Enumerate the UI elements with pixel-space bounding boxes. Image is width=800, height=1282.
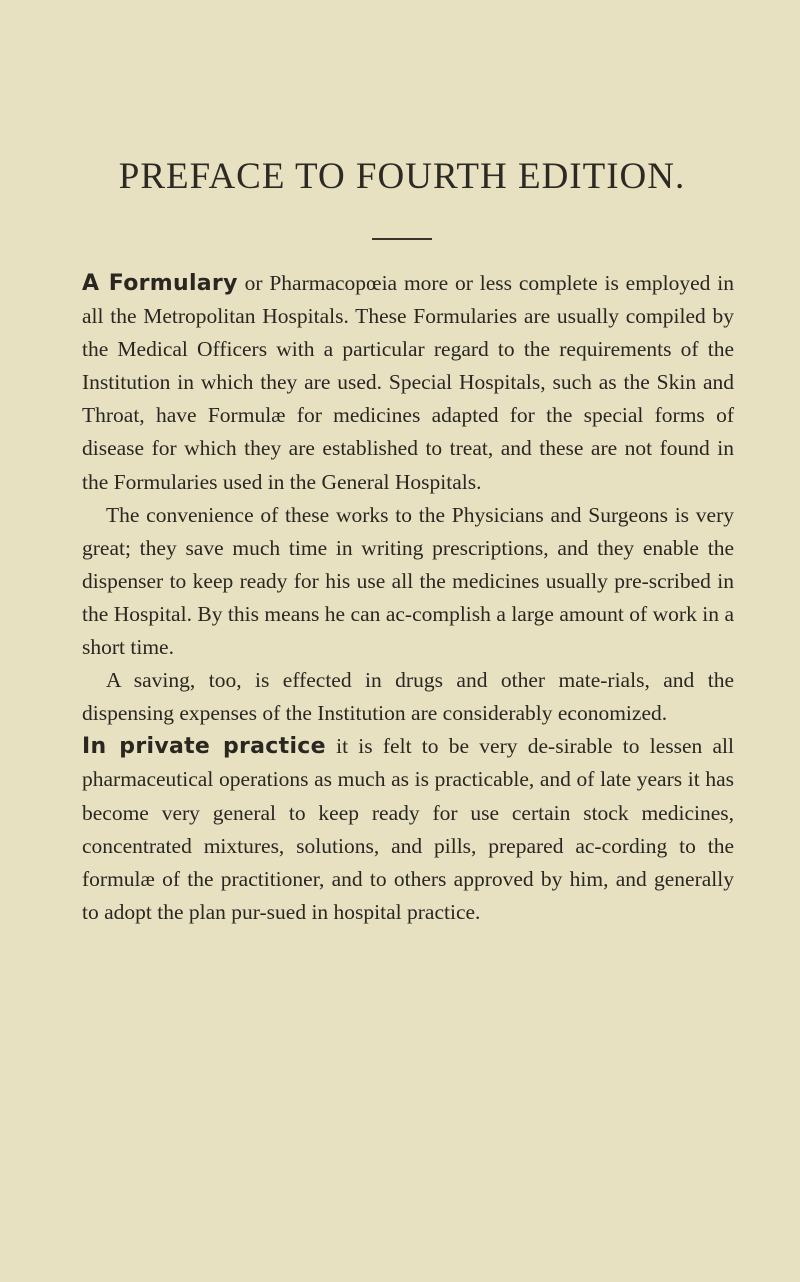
paragraph-2 [82,499,734,664]
paragraph-lead: A Formulary [82,271,238,296]
heading-rule [372,238,432,240]
paragraph-text: or Pharmacopœia more or less complete is employed in all the Metropolitan Hospitals. These Formularies are usually compiled by the Medical Officers with a particular regard to the requirements of the Institution in which they are used. Special Hospitals, such as the Skin and Throat, have Formulæ for medicines adapted for the special forms of disease for which they are established to treat, and these are not found in the Formularies used in the General Hospitals. [82,271,735,494]
paragraph-text: The convenience of these works to the Physicians and Surgeons is very great; they save much time in writing prescriptions, and they enable the dispenser to keep ready for his use all the medicines usually pre-scribed in the Hospital. By this means he can ac-complish a large amount of work in a short time. [82,502,734,660]
paragraph-4 [82,730,734,929]
preface-body [82,267,734,929]
page-heading: PREFACE TO FOURTH EDITION. [118,156,686,197]
paragraph-lead: In private practice [82,734,326,760]
paragraph-1 [82,267,734,499]
paragraph-text: it is felt to be very de-sirable to lessen all pharmaceutical operations as much as is practicable, and of late years it has become very general to keep ready for use certain stock medicines, concentrated mixtures, solutions, and pills, prepared ac-cording to the formulæ of the practitioner, and to others approved by him, and generally to adopt the plan pur-sued in hospital practice. [82,734,734,924]
paragraph-text: A saving, too, is effected in drugs and other mate-rials, and the dispensing expenses of the Institution are considerably economized. [82,668,734,726]
paragraph-3 [82,664,734,730]
